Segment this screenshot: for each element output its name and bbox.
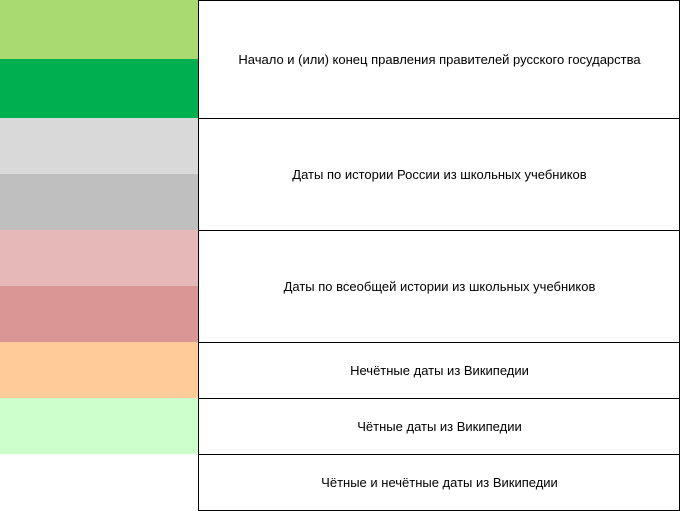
divider-row [199, 454, 680, 455]
divider-row [199, 398, 680, 399]
divider-vertical [198, 0, 199, 511]
swatch-white [0, 454, 199, 511]
swatch-gray [0, 174, 199, 230]
divider-top [199, 0, 680, 1]
legend-label-russian-history: Даты по истории России из школьных учебников [292, 166, 587, 182]
swatch-peach [0, 342, 199, 398]
legend-row-reign [0, 0, 680, 118]
legend-row-all-dates [0, 454, 680, 511]
swatch-column [0, 0, 199, 118]
divider-row [199, 118, 680, 119]
swatch-column [0, 342, 199, 398]
swatch-green [0, 59, 199, 118]
legend-label-all-dates: Чётные и нечётные даты из Википедии [321, 475, 558, 490]
swatch-light-green [0, 0, 199, 59]
swatch-light-pink [0, 230, 199, 286]
divider-row [199, 230, 680, 231]
legend-label-world-history: Даты по всеобщей истории из школьных учебников [283, 278, 596, 294]
swatch-column [0, 230, 199, 342]
legend-label-reign: Начало и (или) конец правления правителей русского государства [238, 51, 641, 67]
legend-label-odd-dates: Нечётные даты из Википедии [350, 362, 529, 378]
swatch-mint [0, 398, 199, 454]
swatch-column [0, 454, 199, 511]
legend-row-odd-dates [0, 342, 680, 398]
swatch-column [0, 118, 199, 230]
legend-label-even-dates: Чётные даты из Википедии [357, 418, 522, 434]
divider-row [199, 342, 680, 343]
legend-row-even-dates [0, 398, 680, 454]
legend-row-world-history [0, 230, 680, 342]
swatch-pink [0, 286, 199, 342]
legend-row-russian-history [0, 118, 680, 230]
swatch-column [0, 398, 199, 454]
swatch-light-gray [0, 118, 199, 174]
